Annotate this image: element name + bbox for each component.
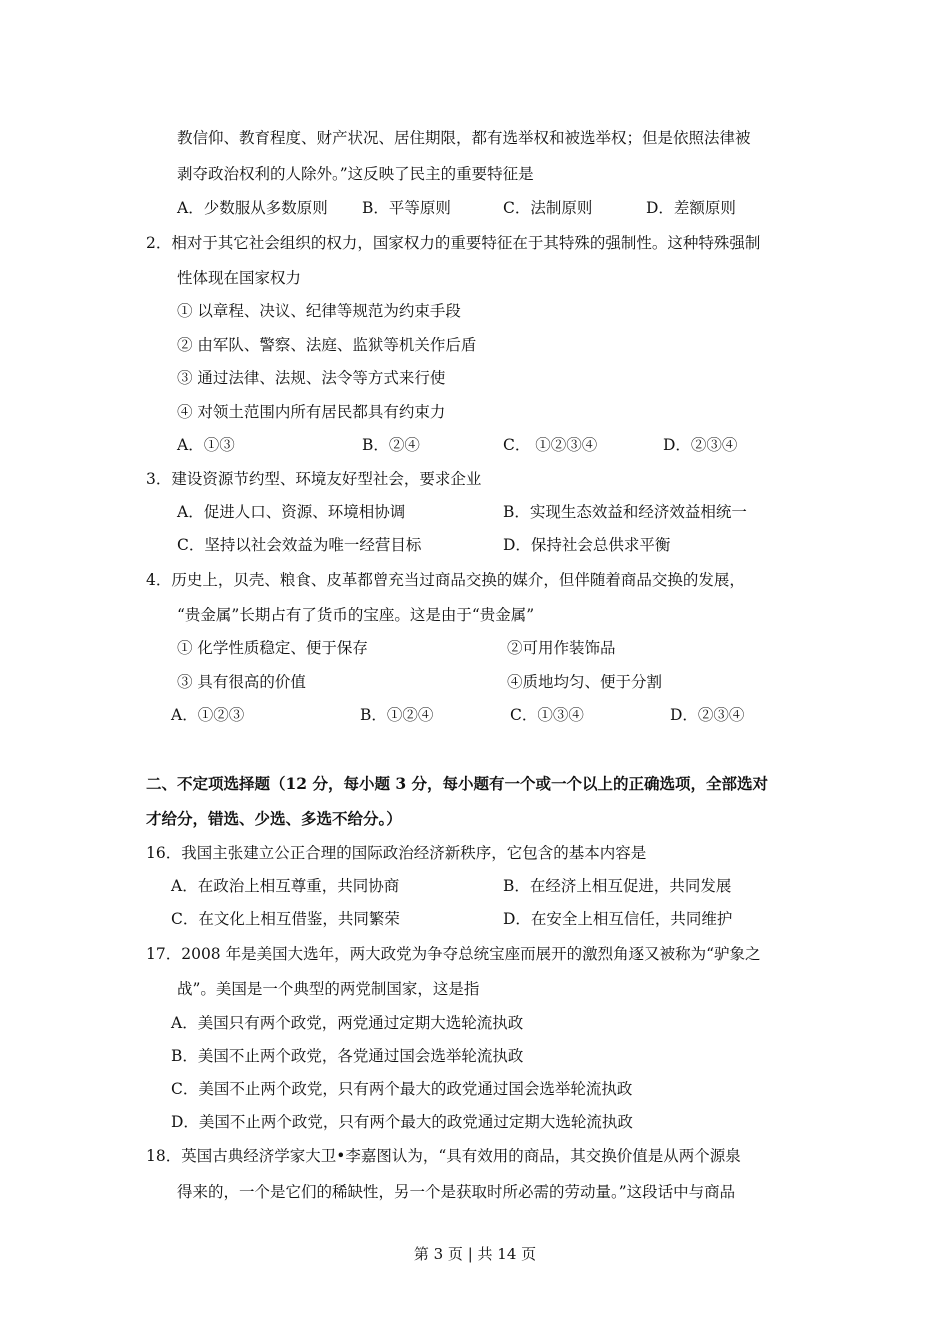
q17-stem-line-1: 17．2008 年是美国大选年，两大政党为争夺总统宝座而展开的激烈角逐又被称为“驴象之 <box>146 945 761 963</box>
q2-option-d: D．②③④ <box>663 436 738 454</box>
page-footer: 第 3 页 | 共 14 页 <box>413 1245 537 1263</box>
q16-option-b: B．在经济上相互促进，共同发展 <box>503 877 732 895</box>
q3-option-a: A．促进人口、资源、环境相协调 <box>177 503 406 521</box>
q1-option-d: D．差额原则 <box>646 199 736 217</box>
q17-option-d: D．美国不止两个政党，只有两个最大的政党通过定期大选轮流执政 <box>171 1113 633 1131</box>
q16-option-d: D．在安全上相互信任，共同维护 <box>503 910 733 928</box>
q2-item-3: ③ 通过法律、法规、法令等方式来行使 <box>177 369 446 387</box>
q16-stem: 16．我国主张建立公正合理的国际政治经济新秩序，它包含的基本内容是 <box>146 844 647 862</box>
q4-item-2: ②可用作装饰品 <box>507 639 616 657</box>
q4-option-a: A．①②③ <box>171 706 245 724</box>
q1-option-b: B．平等原则 <box>362 199 451 217</box>
q4-option-d: D．②③④ <box>670 706 745 724</box>
q16-option-a: A．在政治上相互尊重，共同协商 <box>171 877 400 895</box>
q2-stem-line-2: 性体现在国家权力 <box>177 269 302 287</box>
q18-stem-line-2: 得来的，一个是它们的稀缺性，另一个是获取时所必需的劳动量。”这段话中与商品 <box>177 1183 736 1201</box>
q2-option-c: C． ①②③④ <box>503 436 598 454</box>
q18-stem-line-1: 18．英国古典经济学家大卫•李嘉图认为，“具有效用的商品，其交换价值是从两个源泉 <box>146 1147 741 1165</box>
q1-option-c: C．法制原则 <box>503 199 593 217</box>
q3-stem: 3．建设资源节约型、环境友好型社会，要求企业 <box>146 470 482 488</box>
q2-item-2: ② 由军队、警察、法庭、监狱等机关作后盾 <box>177 336 477 354</box>
section-2-heading-line-1: 二、不定项选择题（12 分，每小题 3 分，每小题有一个或一个以上的正确选项，全部选对 <box>146 774 769 793</box>
q1-continuation-line-2: 剥夺政治权利的人除外。”这反映了民主的重要特征是 <box>177 165 534 183</box>
q2-item-1: ① 以章程、决议、纪律等规范为约束手段 <box>177 302 461 320</box>
q2-stem-line-1: 2．相对于其它社会组织的权力，国家权力的重要特征在于其特殊的强制性。这种特殊强制 <box>146 234 761 252</box>
q4-stem-line-1: 4．历史上，贝壳、粮食、皮革都曾充当过商品交换的媒介，但伴随着商品交换的发展， <box>146 571 745 589</box>
q3-option-c: C．坚持以社会效益为唯一经营目标 <box>177 536 422 554</box>
q17-option-b: B．美国不止两个政党，各党通过国会选举轮流执政 <box>171 1047 524 1065</box>
q1-continuation-line-1: 教信仰、教育程度、财产状况、居住期限，都有选举权和被选举权；但是依照法律被 <box>177 129 751 147</box>
q2-option-a: A．①③ <box>177 436 235 454</box>
q4-item-1: ① 化学性质稳定、便于保存 <box>177 639 368 657</box>
q4-item-4: ④质地均匀、便于分割 <box>507 673 663 691</box>
q4-option-b: B．①②④ <box>360 706 434 724</box>
q17-stem-line-2: 战”。美国是一个典型的两党制国家，这是指 <box>177 980 480 998</box>
section-2-heading-line-2: 才给分，错选、少选、多选不给分。） <box>146 809 402 828</box>
q17-option-a: A．美国只有两个政党，两党通过定期大选轮流执政 <box>171 1014 524 1032</box>
q16-option-c: C．在文化上相互借鉴，共同繁荣 <box>171 910 400 928</box>
q1-option-a: A．少数服从多数原则 <box>177 199 328 217</box>
q4-item-3: ③ 具有很高的价值 <box>177 673 306 691</box>
q2-item-4: ④ 对领土范围内所有居民都具有约束力 <box>177 403 446 421</box>
q4-option-c: C．①③④ <box>510 706 584 724</box>
q4-stem-line-2: “贵金属”长期占有了货币的宝座。这是由于“贵金属” <box>177 606 535 624</box>
q17-option-c: C．美国不止两个政党，只有两个最大的政党通过国会选举轮流执政 <box>171 1080 633 1098</box>
q2-option-b: B．②④ <box>362 436 420 454</box>
q3-option-b: B．实现生态效益和经济效益相统一 <box>503 503 747 521</box>
q3-option-d: D．保持社会总供求平衡 <box>503 536 671 554</box>
